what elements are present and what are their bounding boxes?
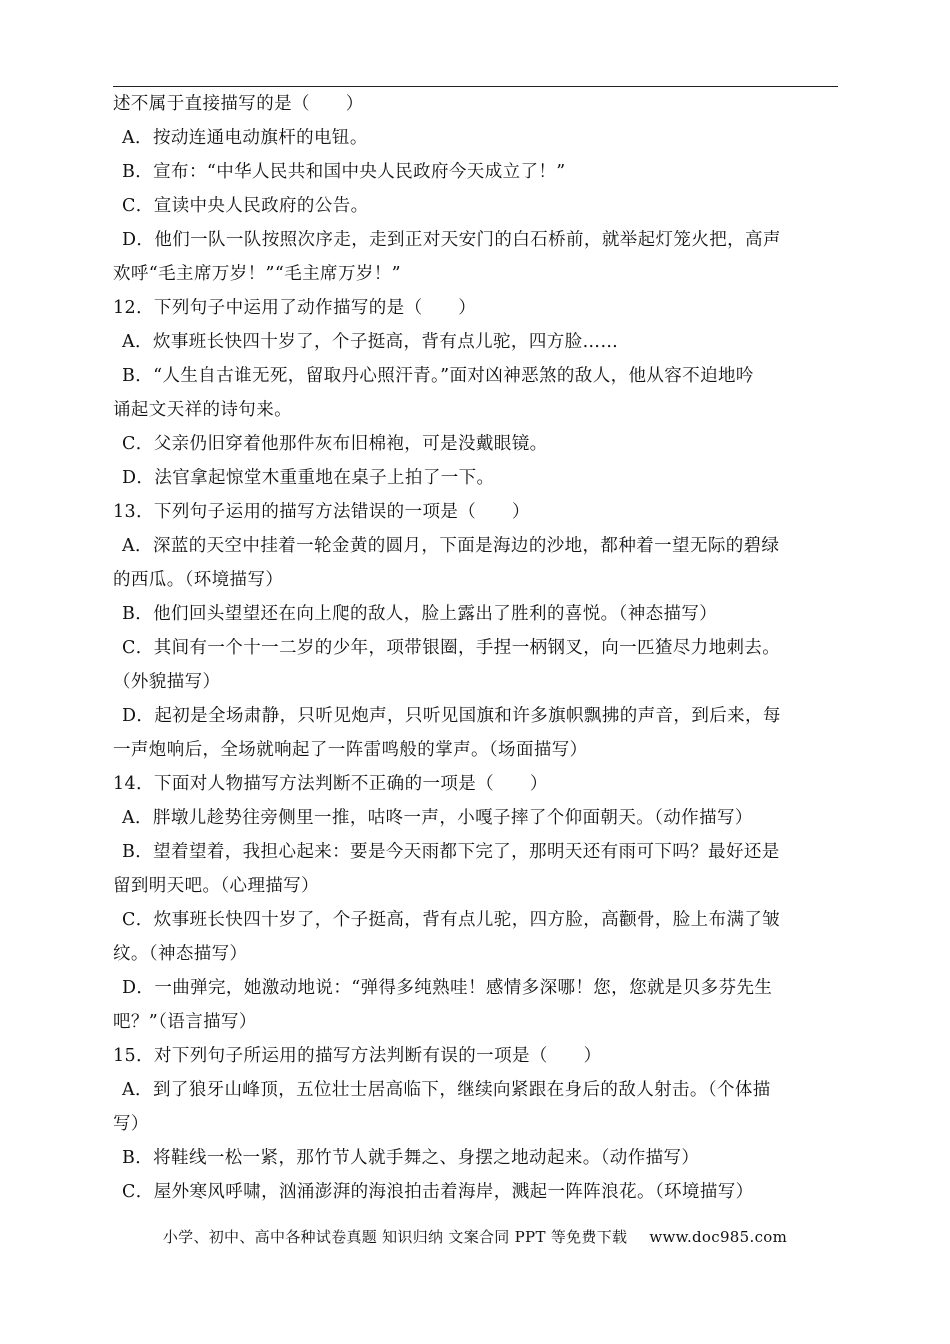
text-line: C．屋外寒风呼啸，汹涌澎湃的海浪拍击着海岸，溅起一阵阵浪花。（环境描写） xyxy=(122,1182,754,1202)
text-line: 13．下列句子运用的描写方法错误的一项是（ ） xyxy=(113,502,530,522)
page-footer xyxy=(0,1226,950,1248)
footer-url: www.doc985.com xyxy=(649,1228,788,1246)
text-line: 14．下面对人物描写方法判断不正确的一项是（ ） xyxy=(113,774,548,794)
text-line: 一声炮响后，全场就响起了一阵雷鸣般的掌声。（场面描写） xyxy=(113,740,588,760)
text-line: B．望着望着，我担心起来：要是今天雨都下完了，那明天还有雨可下吗？最好还是 xyxy=(122,842,780,862)
text-line: 留到明天吧。（心理描写） xyxy=(113,876,320,896)
document-body xyxy=(113,87,838,1209)
text-line: C．父亲仍旧穿着他那件灰布旧棉袍，可是没戴眼镜。 xyxy=(122,434,548,454)
text-line: B．将鞋线一松一紧，那竹节人就手舞之、身摆之地动起来。（动作描写） xyxy=(122,1148,700,1168)
text-line: D．一曲弹完，她激动地说：“弹得多纯熟哇！感情多深哪！您，您就是贝多芬先生 xyxy=(122,978,773,998)
footer-text: 小学、初中、高中各种试卷真题 知识归纳 文案合同 PPT 等免费下载 xyxy=(162,1228,628,1246)
text-line: A．到了狼牙山峰顶，五位壮士居高临下，继续向紧跟在身后的敌人射击。（个体描 xyxy=(122,1080,771,1100)
text-line: D．起初是全场肃静，只听见炮声，只听见国旗和许多旗帜飘拂的声音，到后来，每 xyxy=(122,706,781,726)
text-line: 诵起文天祥的诗句来。 xyxy=(113,400,292,420)
text-line: 欢呼“毛主席万岁！”“毛主席万岁！” xyxy=(113,264,401,284)
text-line: B．他们回头望望还在向上爬的敌人，脸上露出了胜利的喜悦。（神态描写） xyxy=(122,604,718,624)
text-line: D．法官拿起惊堂木重重地在桌子上拍了一下。 xyxy=(122,468,495,488)
text-line: C．其间有一个十一二岁的少年，项带银圈，手捏一柄钢叉，向一匹猹尽力地刺去。 xyxy=(122,638,781,658)
text-line: B．宣布：“中华人民共和国中央人民政府今天成立了！” xyxy=(122,162,566,182)
text-line: A．胖墩儿趁势往旁侧里一推，咕咚一声，小嘎子摔了个仰面朝天。（动作描写） xyxy=(122,808,753,828)
text-line: 述不属于直接描写的是（ ） xyxy=(113,94,364,114)
text-line: 纹。（神态描写） xyxy=(113,944,248,964)
text-line: 的西瓜。（环境描写） xyxy=(113,570,284,590)
text-line: 12．下列句子中运用了动作描写的是（ ） xyxy=(113,298,477,318)
text-line: B．“人生自古谁无死，留取丹心照汗青。”面对凶神恶煞的敌人，他从容不迫地吟 xyxy=(122,366,754,386)
text-line: C．炊事班长快四十岁了，个子挺高，背有点儿驼，四方脸，高颧骨，脸上布满了皱 xyxy=(122,910,781,930)
text-line: A．深蓝的天空中挂着一轮金黄的圆月，下面是海边的沙地，都种着一望无际的碧绿 xyxy=(122,536,780,556)
text-line: A．按动连通电动旗杆的电钮。 xyxy=(122,128,368,148)
text-line: 吧？”（语言描写） xyxy=(113,1012,257,1032)
text-line: 15．对下列句子所运用的描写方法判断有误的一项是（ ） xyxy=(113,1046,602,1066)
text-line: C．宣读中央人民政府的公告。 xyxy=(122,196,369,216)
text-line: 写） xyxy=(113,1114,149,1134)
text-line: （外貌描写） xyxy=(113,672,221,692)
text-line: A．炊事班长快四十岁了，个子挺高，背有点儿驼，四方脸…… xyxy=(122,332,619,352)
text-line: D．他们一队一队按照次序走，走到正对天安门的白石桥前，就举起灯笼火把，高声 xyxy=(122,230,781,250)
